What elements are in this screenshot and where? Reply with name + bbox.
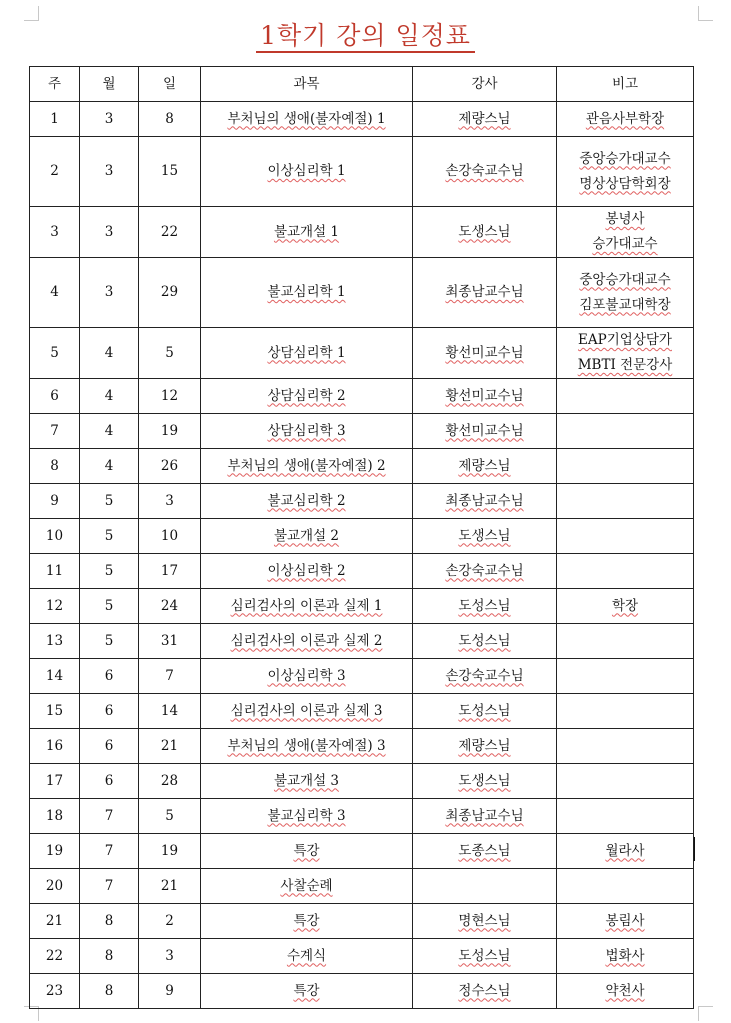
subject-cell — [201, 799, 413, 834]
note-cell — [557, 904, 694, 939]
subject-cell-text: 사찰순례 — [280, 877, 333, 894]
table-row — [30, 519, 694, 554]
header-day: 일 — [139, 67, 201, 102]
week-cell: 16 — [30, 729, 80, 764]
table-row — [30, 449, 694, 484]
subject-cell — [201, 729, 413, 764]
note-cell — [557, 328, 694, 379]
day-cell: 5 — [139, 328, 201, 379]
lecturer-cell-text: 손강숙교수님 — [445, 667, 524, 684]
lecturer-cell — [413, 519, 557, 554]
table-row — [30, 974, 694, 1009]
subject-cell — [201, 414, 413, 449]
table-header-row — [30, 67, 694, 102]
lecturer-cell-text: 손강숙교수님 — [445, 163, 524, 179]
subject-cell — [201, 659, 413, 694]
month-cell: 6 — [80, 694, 139, 729]
week-cell: 3 — [30, 207, 80, 258]
month-cell: 7 — [80, 869, 139, 904]
month-cell: 4 — [80, 328, 139, 379]
day-cell: 24 — [139, 589, 201, 624]
month-cell: 5 — [80, 624, 139, 659]
subject-cell-text: 심리검사의 이론과 실제 3 — [230, 702, 383, 719]
header-note: 비고 — [557, 67, 694, 102]
week-cell: 13 — [30, 624, 80, 659]
header-lecturer: 강사 — [413, 67, 557, 102]
week-cell: 22 — [30, 939, 80, 974]
day-cell: 10 — [139, 519, 201, 554]
month-cell: 8 — [80, 904, 139, 939]
subject-cell-text: 상담심리학 3 — [267, 422, 346, 439]
subject-cell-text: 불교심리학 3 — [267, 807, 346, 824]
day-cell: 29 — [139, 258, 201, 328]
lecturer-cell — [413, 764, 557, 799]
day-cell: 21 — [139, 729, 201, 764]
lecturer-cell-text: 도생스님 — [458, 223, 511, 240]
day-cell: 14 — [139, 694, 201, 729]
day-cell: 17 — [139, 554, 201, 589]
table-row — [30, 207, 694, 258]
subject-cell — [201, 589, 413, 624]
subject-cell-text: 불교개설 2 — [273, 527, 340, 544]
subject-cell — [201, 554, 413, 589]
lecturer-cell — [413, 484, 557, 519]
lecturer-cell-text: 명현스님 — [458, 912, 511, 929]
lecturer-cell-text: 최종남교수님 — [445, 492, 524, 509]
note-cell — [557, 939, 694, 974]
table-row — [30, 764, 694, 799]
note-cell — [557, 414, 694, 449]
lecturer-cell — [413, 414, 557, 449]
subject-cell — [201, 834, 413, 869]
note-cell — [557, 729, 694, 764]
lecturer-cell-text: 제량스님 — [458, 737, 511, 754]
week-cell: 5 — [30, 328, 80, 379]
note-cell — [557, 799, 694, 834]
lecturer-cell — [413, 207, 557, 258]
note-line: 중앙승가대교수 — [579, 150, 671, 167]
subject-cell — [201, 939, 413, 974]
note-cell — [557, 589, 694, 624]
day-cell: 2 — [139, 904, 201, 939]
lecturer-cell-text: 도생스님 — [458, 527, 511, 544]
table-row — [30, 799, 694, 834]
week-cell: 20 — [30, 869, 80, 904]
note-line: MBTI 전문강사 — [577, 357, 673, 373]
lecturer-cell — [413, 694, 557, 729]
month-cell: 8 — [80, 974, 139, 1009]
note-cell — [557, 974, 694, 1009]
note-cell — [557, 207, 694, 258]
day-cell: 8 — [139, 102, 201, 137]
lecturer-cell-text: 손강숙교수님 — [445, 562, 524, 579]
subject-cell — [201, 519, 413, 554]
note-cell — [557, 102, 694, 137]
lecturer-cell-text: 제량스님 — [458, 457, 511, 474]
week-cell: 9 — [30, 484, 80, 519]
note-cell — [557, 694, 694, 729]
month-cell: 3 — [80, 258, 139, 328]
lecturer-cell — [413, 258, 557, 328]
table-row — [30, 328, 694, 379]
week-cell: 15 — [30, 694, 80, 729]
day-cell: 22 — [139, 207, 201, 258]
week-cell: 10 — [30, 519, 80, 554]
day-cell: 19 — [139, 834, 201, 869]
day-cell: 28 — [139, 764, 201, 799]
subject-cell-text: 부처님의 생애(불자예절) 2 — [227, 457, 386, 474]
day-cell: 7 — [139, 659, 201, 694]
subject-cell-text: 이상심리학 3 — [267, 667, 346, 684]
note-line: 봉림사 — [605, 912, 645, 929]
subject-cell-text: 특강 — [293, 912, 320, 929]
month-cell: 3 — [80, 207, 139, 258]
note-cell — [557, 659, 694, 694]
note-cell — [557, 624, 694, 659]
week-cell: 11 — [30, 554, 80, 589]
lecturer-cell — [413, 834, 557, 869]
lecturer-cell-text: 최종남교수님 — [445, 807, 524, 824]
lecturer-cell — [413, 589, 557, 624]
lecturer-cell-text: 도성스님 — [458, 632, 511, 649]
month-cell: 5 — [80, 484, 139, 519]
table-row — [30, 379, 694, 414]
subject-cell-text: 불교개설 1 — [273, 223, 340, 240]
subject-cell-text: 수계식 — [286, 947, 327, 964]
subject-cell — [201, 328, 413, 379]
table-row — [30, 258, 694, 328]
subject-cell-text: 심리검사의 이론과 실제 2 — [230, 632, 383, 649]
header-week: 주 — [30, 67, 80, 102]
note-line: 승가대교수 — [592, 236, 658, 252]
lecturer-cell — [413, 554, 557, 589]
month-cell: 8 — [80, 939, 139, 974]
text-cursor — [694, 837, 695, 861]
day-cell: 3 — [139, 484, 201, 519]
note-line: 학장 — [611, 597, 639, 614]
table-row — [30, 589, 694, 624]
subject-cell — [201, 207, 413, 258]
subject-cell — [201, 624, 413, 659]
week-cell: 6 — [30, 379, 80, 414]
week-cell: 19 — [30, 834, 80, 869]
subject-cell-text: 부처님의 생애(불자예절) 3 — [227, 737, 386, 754]
month-cell: 4 — [80, 379, 139, 414]
subject-cell-text: 불교심리학 1 — [267, 284, 346, 300]
month-cell: 7 — [80, 834, 139, 869]
subject-cell-text: 부처님의 생애(불자예절) 1 — [227, 110, 386, 127]
crop-mark-bottom-right — [698, 1006, 713, 1021]
month-cell: 6 — [80, 659, 139, 694]
note-cell — [557, 484, 694, 519]
table-row — [30, 904, 694, 939]
subject-cell — [201, 904, 413, 939]
month-cell: 5 — [80, 519, 139, 554]
lecturer-cell-text: 정수스님 — [458, 982, 511, 999]
lecturer-cell — [413, 904, 557, 939]
lecturer-cell-text: 도종스님 — [458, 842, 511, 859]
lecturer-cell-text: 도성스님 — [458, 597, 511, 614]
lecturer-cell — [413, 869, 557, 904]
month-cell: 6 — [80, 764, 139, 799]
subject-cell — [201, 764, 413, 799]
lecturer-cell — [413, 974, 557, 1009]
lecturer-cell — [413, 659, 557, 694]
day-cell: 15 — [139, 137, 201, 207]
week-cell: 1 — [30, 102, 80, 137]
subject-cell — [201, 379, 413, 414]
lecturer-cell-text: 황선미교수님 — [445, 387, 524, 404]
lecturer-cell — [413, 939, 557, 974]
table-row — [30, 554, 694, 589]
subject-cell — [201, 869, 413, 904]
lecturer-cell-text: 제량스님 — [458, 110, 511, 127]
subject-cell-text: 특강 — [293, 982, 320, 999]
lecturer-cell — [413, 449, 557, 484]
lecturer-cell-text: 도성스님 — [458, 947, 511, 964]
document-title — [0, 16, 731, 52]
note-cell — [557, 764, 694, 799]
note-line: EAP기업상담가 — [578, 332, 672, 348]
day-cell: 3 — [139, 939, 201, 974]
month-cell: 7 — [80, 799, 139, 834]
table-row — [30, 694, 694, 729]
subject-cell — [201, 694, 413, 729]
subject-cell-text: 상담심리학 1 — [267, 344, 346, 361]
note-line: 관음사부학장 — [585, 110, 665, 127]
lecturer-cell — [413, 379, 557, 414]
subject-cell-text: 불교개설 3 — [273, 772, 340, 789]
week-cell: 21 — [30, 904, 80, 939]
week-cell: 4 — [30, 258, 80, 328]
month-cell: 6 — [80, 729, 139, 764]
week-cell: 7 — [30, 414, 80, 449]
day-cell: 12 — [139, 379, 201, 414]
table-row — [30, 659, 694, 694]
day-cell: 31 — [139, 624, 201, 659]
day-cell: 5 — [139, 799, 201, 834]
subject-cell — [201, 974, 413, 1009]
note-line: 중앙승가대교수 — [579, 271, 671, 288]
note-cell — [557, 834, 694, 869]
day-cell: 19 — [139, 414, 201, 449]
table-row — [30, 624, 694, 659]
note-cell — [557, 519, 694, 554]
lecturer-cell — [413, 799, 557, 834]
table-row — [30, 414, 694, 449]
table-row — [30, 939, 694, 974]
schedule-table — [29, 66, 694, 1009]
header-month: 월 — [80, 67, 139, 102]
lecturer-cell-text: 최종남교수님 — [445, 284, 524, 300]
month-cell: 4 — [80, 449, 139, 484]
week-cell: 2 — [30, 137, 80, 207]
table-row — [30, 484, 694, 519]
day-cell: 9 — [139, 974, 201, 1009]
table-row — [30, 729, 694, 764]
subject-cell — [201, 102, 413, 137]
note-line: 명상상담학회장 — [579, 175, 671, 192]
note-cell — [557, 258, 694, 328]
subject-cell-text: 심리검사의 이론과 실제 1 — [230, 597, 383, 614]
note-cell — [557, 449, 694, 484]
subject-cell-text: 상담심리학 2 — [267, 387, 346, 404]
subject-cell — [201, 137, 413, 207]
week-cell: 14 — [30, 659, 80, 694]
lecturer-cell — [413, 624, 557, 659]
day-cell: 21 — [139, 869, 201, 904]
subject-cell — [201, 258, 413, 328]
lecturer-cell-text: 도생스님 — [458, 772, 511, 789]
table-row — [30, 834, 694, 869]
week-cell: 8 — [30, 449, 80, 484]
note-line: 약천사 — [605, 982, 645, 999]
lecturer-cell-text: 도성스님 — [458, 702, 511, 719]
month-cell: 3 — [80, 137, 139, 207]
month-cell: 5 — [80, 589, 139, 624]
subject-cell-text: 특강 — [293, 842, 320, 859]
day-cell: 26 — [139, 449, 201, 484]
subject-cell-text: 이상심리학 2 — [267, 562, 346, 579]
lecturer-cell — [413, 137, 557, 207]
lecturer-cell — [413, 328, 557, 379]
note-line: 봉녕사 — [605, 211, 645, 227]
week-cell: 18 — [30, 799, 80, 834]
note-cell — [557, 869, 694, 904]
month-cell: 4 — [80, 414, 139, 449]
note-line: 법화사 — [605, 947, 645, 964]
table-row — [30, 869, 694, 904]
subject-cell — [201, 449, 413, 484]
note-line: 김포불교대학장 — [579, 296, 671, 313]
week-cell: 12 — [30, 589, 80, 624]
lecturer-cell — [413, 102, 557, 137]
document-title-text: 1학기 강의 일정표 — [256, 21, 475, 53]
note-cell — [557, 554, 694, 589]
month-cell: 5 — [80, 554, 139, 589]
table-row — [30, 137, 694, 207]
table-row — [30, 102, 694, 137]
header-subject: 과목 — [201, 67, 413, 102]
lecturer-cell — [413, 729, 557, 764]
subject-cell-text: 불교심리학 2 — [267, 492, 346, 509]
month-cell: 3 — [80, 102, 139, 137]
note-line: 월라사 — [605, 842, 645, 859]
lecturer-cell-text: 황선미교수님 — [445, 344, 524, 361]
lecturer-cell-text: 황선미교수님 — [445, 422, 524, 439]
subject-cell — [201, 484, 413, 519]
note-cell — [557, 137, 694, 207]
week-cell: 23 — [30, 974, 80, 1009]
week-cell: 17 — [30, 764, 80, 799]
subject-cell-text: 이상심리학 1 — [267, 163, 346, 179]
note-cell — [557, 379, 694, 414]
